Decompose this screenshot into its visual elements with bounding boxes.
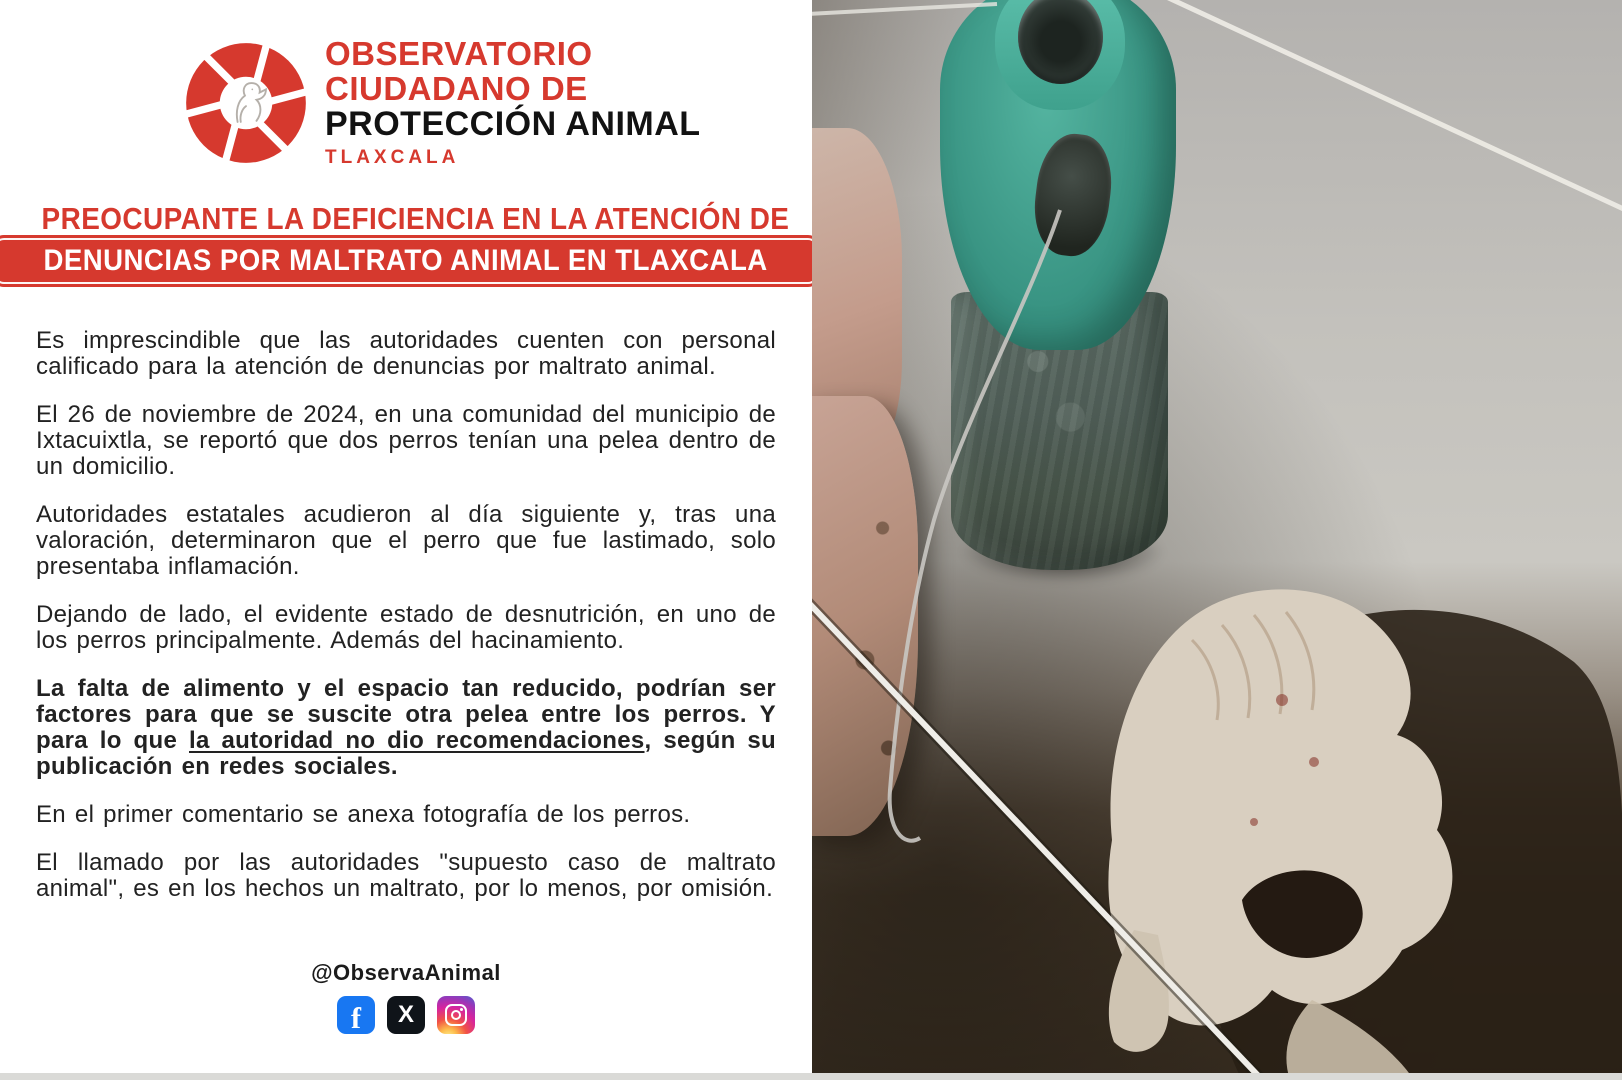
camera-dot: [460, 1008, 463, 1011]
facebook-icon: f: [337, 996, 375, 1034]
photo-dog-and-gas-cylinder: [812, 0, 1622, 1080]
photo-foreground-art: [812, 0, 1622, 1080]
gas-hose: [890, 210, 1060, 841]
paragraph-6: En el primer comentario se anexa fotografía de los perros.: [36, 801, 691, 828]
logo-line-4: TLAXCALA: [325, 147, 460, 168]
social-handle: @ObservaAnimal: [311, 960, 501, 985]
org-logo-text: [325, 36, 701, 169]
paragraph-2: El 26 de noviembre de 2024, en una comunidad del municipio de Ixtacuixtla, se reportó que dos perros tenían una pelea dentro de un domicilio.: [36, 401, 776, 480]
body-text: [36, 328, 776, 924]
logo-line-3: PROTECCIÓN ANIMAL: [325, 105, 701, 143]
wall-seam-line: [812, 4, 997, 14]
camera-outline: [445, 1004, 467, 1026]
paragraph-4: Dejando de lado, el evidente estado de desnutrición, en uno de los perros principalmente. Además del hacinamiento.: [36, 601, 776, 654]
camera-aperture-dog-icon: [183, 40, 309, 166]
org-logo: [183, 36, 701, 169]
wall-diagonal-line: [1160, 0, 1622, 212]
paragraph-3: Autoridades estatales acudieron al día siguiente y, tras una valoración, determinaron que el perro que fue lastimado, solo presentaba inflamación.: [36, 501, 776, 580]
instagram-icon: [437, 996, 475, 1034]
camera-lens: [451, 1010, 461, 1020]
logo-line-1: OBSERVATORIO: [325, 35, 593, 72]
headline-line2-wrap: [0, 238, 812, 284]
paragraph-5-bold: La falta de alimento y el espacio tan reducido, podrían ser factores para que se suscite otra pelea entre los perros. Y para lo que la autoridad no dio recomendaciones, según su publicación en redes sociales.: [36, 675, 777, 780]
social-icons-row: [0, 996, 812, 1034]
logo-line-2: CIUDADANO DE: [325, 70, 588, 107]
headline-red-box: DENUNCIAS POR MALTRATO ANIMAL EN TLAXCALA: [0, 238, 818, 284]
paragraph-1: Es imprescindible que las autoridades cuenten con personal calificado para la atención de denuncias por maltrato animal.: [36, 327, 776, 380]
x-icon: X: [387, 996, 425, 1034]
underlined-phrase: la autoridad no dio recomendaciones: [189, 727, 645, 754]
bottom-edge-strip: [0, 1073, 1622, 1080]
paragraph-7: El llamado por las autoridades "supuesto caso de maltrato animal", es en los hechos un maltrato, por lo menos, por omisión.: [36, 849, 776, 902]
headline-line1: PREOCUPANTE LA DEFICIENCIA EN LA ATENCIÓN DE: [41, 201, 790, 236]
